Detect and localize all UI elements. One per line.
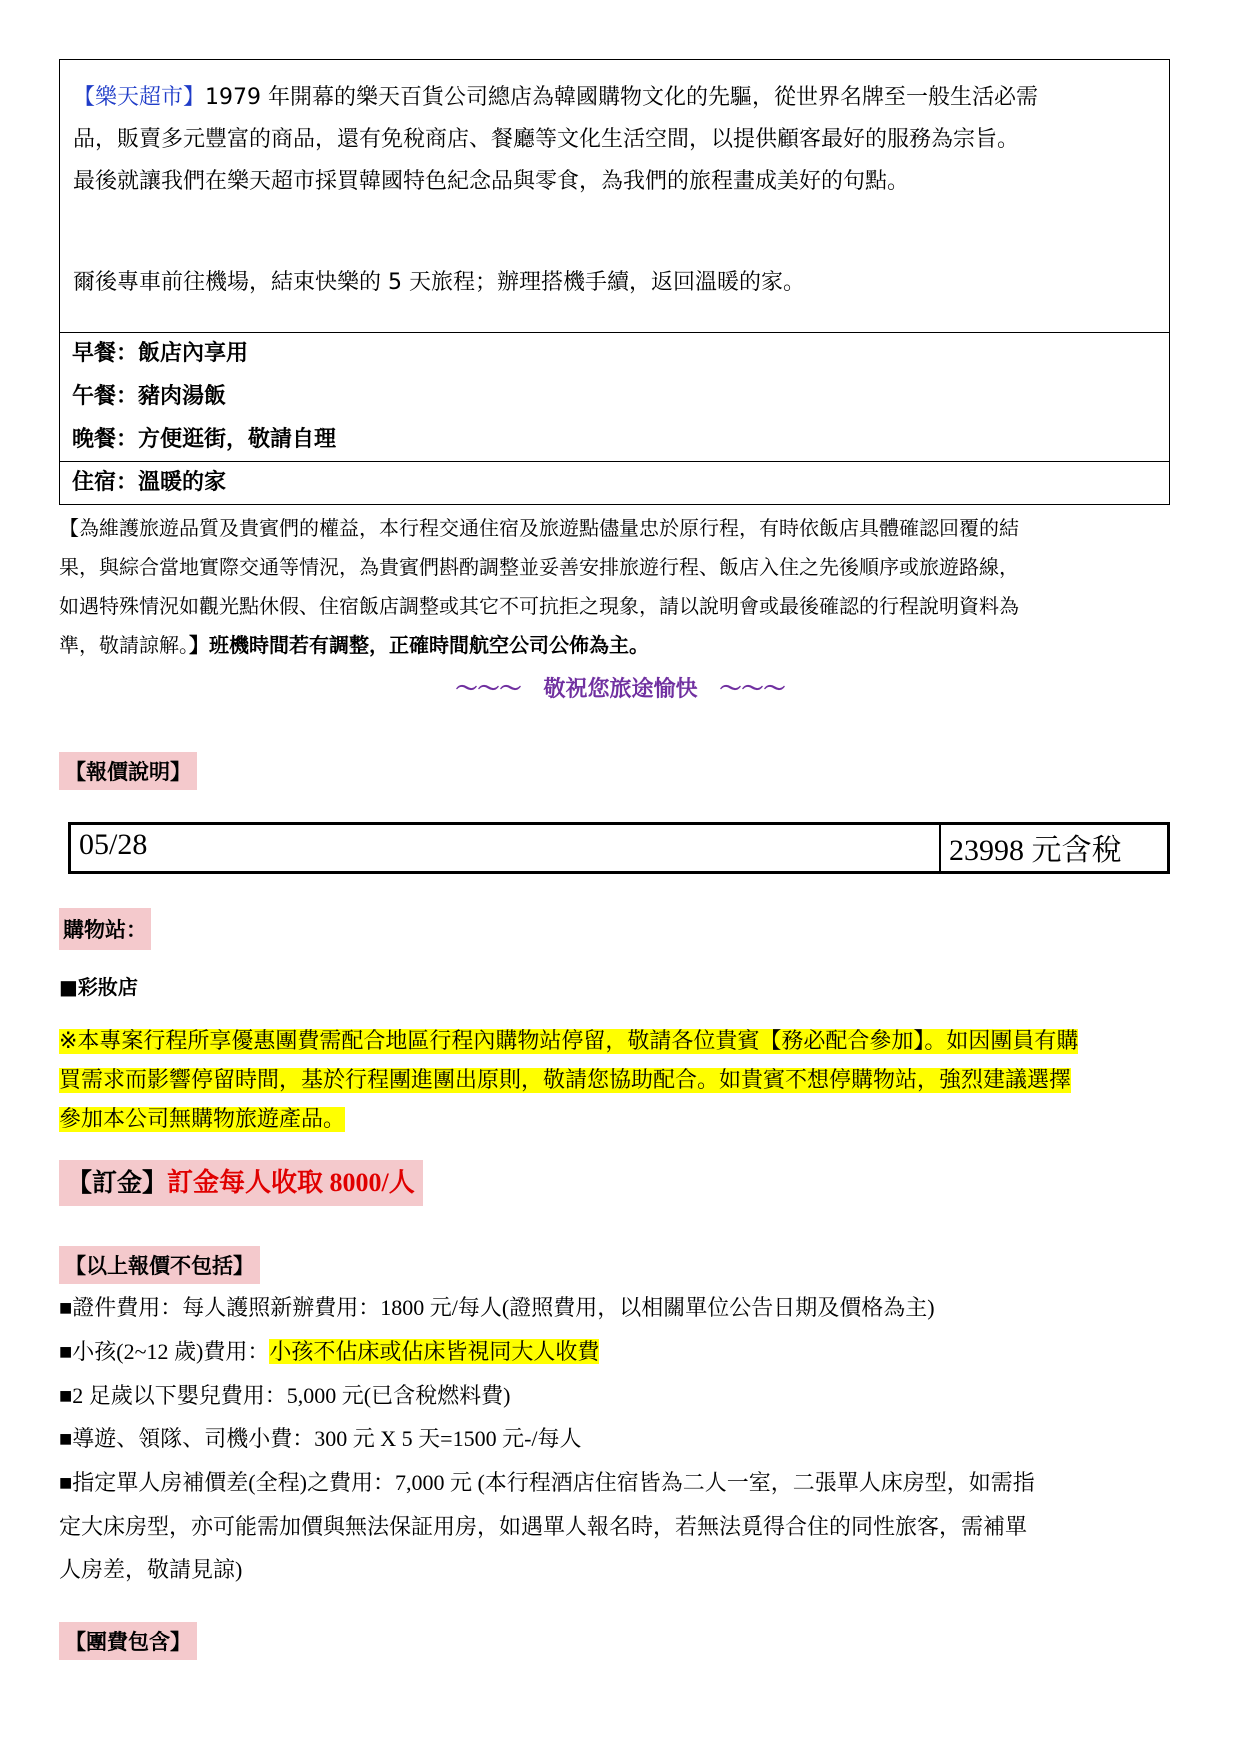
meals-box xyxy=(59,332,1170,462)
deposit-row xyxy=(59,1160,423,1206)
notice-line-2: 果，與綜合當地實際交通等情況，為貴賓們斟酌調整並妥善安排旅遊行程、飯店入住之先後順序或旅遊路線， xyxy=(59,555,1019,579)
lotte-line-1: 1979 年開幕的樂天百貨公司總店為韓國購物文化的先驅，從世界名牌至一般生活必需 xyxy=(205,85,1038,110)
deposit-label: 【訂金】 xyxy=(67,1168,168,1197)
lotte-line-2: 品，販賣多元豐富的商品，還有免稅商店、餐廳等文化生活空間，以提供顧客最好的服務為宗旨。 xyxy=(73,127,1020,152)
shopping-item: ■彩妝店 xyxy=(59,975,138,999)
shopping-note-2: 買需求而影響停留時間，基於行程團進團出原則，敬請您協助配合。如貴賓不想停購物站，強烈建議選擇 xyxy=(59,1068,1072,1093)
excluded-item-3: ■2 足歲以下嬰兒費用：5,000 元(已含稅燃料費) xyxy=(59,1383,511,1408)
shopping-note-line-3 xyxy=(59,1100,345,1140)
lunch: 午餐：豬肉湯飯 xyxy=(72,384,227,409)
excluded-heading: 【以上報價不包括】 xyxy=(59,1246,260,1284)
wish-line: ～～～ 敬祝您旅途愉快 ～～～ xyxy=(455,677,786,702)
excluded-item-2-prefix: ■小孩(2~12 歲)費用： xyxy=(59,1339,270,1364)
quote-heading: 【報價說明】 xyxy=(59,752,197,790)
shopping-note-line-2 xyxy=(59,1061,1071,1101)
excluded-item-5-line-3: 人房差，敬請見諒) xyxy=(59,1557,243,1582)
airport-line: 爾後專車前往機場，結束快樂的 5 天旅程；辦理搭機手續，返回溫暖的家。 xyxy=(73,270,805,295)
notice-line-4-bold: 】班機時間若有調整，正確時間航空公司公佈為主。 xyxy=(189,633,649,657)
itinerary-box xyxy=(59,59,1170,333)
notice-line-4-normal: 準，敬請諒解。 xyxy=(59,633,189,657)
shopping-note-line-1 xyxy=(59,1022,1078,1062)
dinner: 晚餐：方便逛街，敬請自理 xyxy=(72,427,337,452)
lotte-tag: 【樂天超市】 xyxy=(73,85,206,110)
excluded-item-5-line-1: ■指定單人房補價差(全程)之費用：7,000 元 (本行程酒店住宿皆為二人一室，二張單人床房型，如需指 xyxy=(59,1470,1035,1495)
shopping-note-1: ※本專案行程所享優惠團費需配合地區行程內購物站停留，敬請各位貴賓【務必配合參加】。如因團員有購 xyxy=(59,1029,1079,1054)
quote-price: 23998 元含稅 xyxy=(949,834,1122,867)
excluded-item-1: ■證件費用：每人護照新辦費用：1800 元/每人(證照費用，以相關單位公告日期及價格為主) xyxy=(59,1295,935,1320)
shopping-heading: 購物站： xyxy=(59,908,151,950)
lotte-line-3: 最後就讓我們在樂天超市採買韓國特色紀念品與零食，為我們的旅程畫成美好的句點。 xyxy=(73,169,910,194)
notice-line-4 xyxy=(59,626,649,665)
excluded-item-2 xyxy=(59,1332,599,1372)
quote-divider xyxy=(939,825,941,871)
excluded-item-5-line-2: 定大床房型，亦可能需加價與無法保証用房，如遇單人報名時，若無法覓得合住的同性旅客，需補單 xyxy=(59,1514,1028,1539)
notice-line-1: 【為維護旅遊品質及貴賓們的權益，本行程交通住宿及旅遊點儘量忠於原行程，有時依飯店具體確認回覆的結 xyxy=(59,516,1019,540)
notice-line-3: 如遇特殊情況如觀光點休假、住宿飯店調整或其它不可抗拒之現象，請以說明會或最後確認的行程說明資料為 xyxy=(59,594,1019,618)
lodging: 住宿：溫暖的家 xyxy=(72,470,227,495)
lodging-box xyxy=(59,461,1170,505)
lotte-paragraph xyxy=(73,78,1038,118)
quote-date: 05/28 xyxy=(79,828,148,861)
deposit-value: 訂金每人收取 8000/人 xyxy=(167,1168,415,1197)
included-heading: 【團費包含】 xyxy=(59,1622,197,1660)
excluded-item-2-highlight: 小孩不佔床或佔床皆視同大人收費 xyxy=(269,1339,600,1364)
breakfast: 早餐：飯店內享用 xyxy=(72,341,249,366)
quote-table xyxy=(68,822,1170,874)
shopping-note-3: 參加本公司無購物旅遊產品。 xyxy=(59,1107,346,1132)
excluded-item-4: ■導遊、領隊、司機小費：300 元 X 5 天=1500 元-/每人 xyxy=(59,1426,582,1451)
